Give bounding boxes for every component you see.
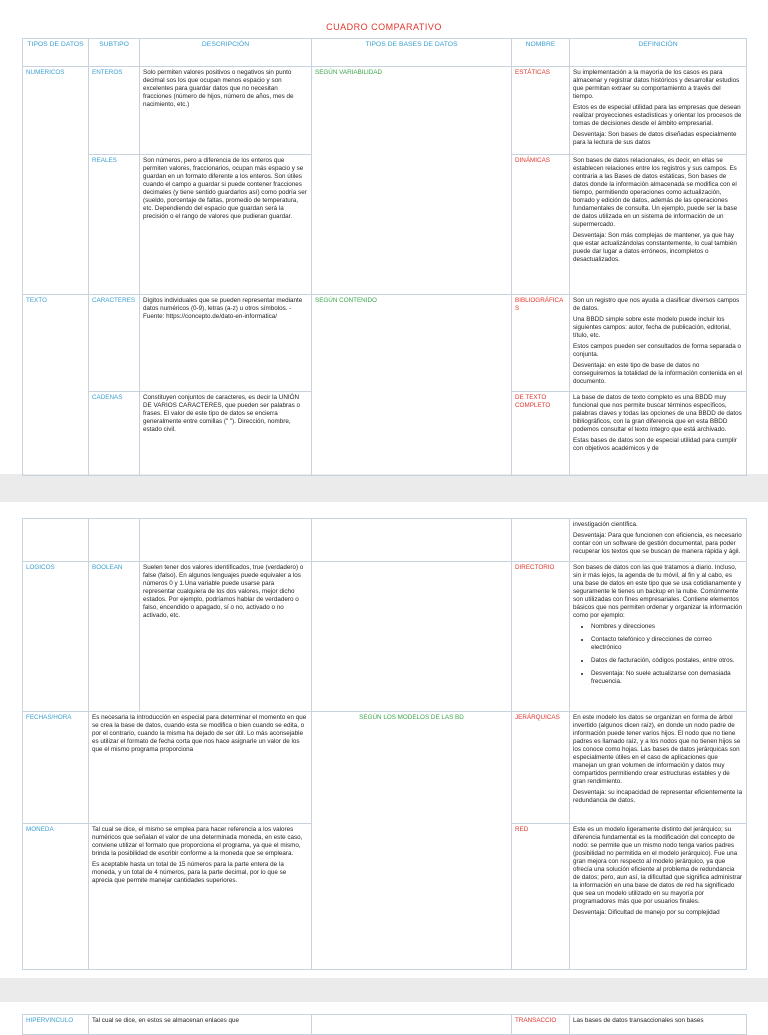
db-name-texto-completo: DE TEXTO COMPLETO [512,392,570,476]
description-moneda [89,824,312,970]
definition-estaticas [570,67,747,155]
definition-paragraph: Estos campos pueden ser consultados de forma separada o conjunta. [573,343,742,358]
document-title: CUADRO COMPARATIVO [326,22,442,32]
definition-paragraph: Son un registro que nos ayuda a clasificar diversos campos de datos. [573,297,740,312]
db-name-transaccionales: TRANSACCIO [512,1015,570,1035]
db-name-dinamicas: DINÁMICAS [512,155,570,295]
description-fechas-hora: Es necesaria la introducción en especial para determinar el momento en que se crea la base de datos, cuando esta se modifica o bien cuando se edita, o por el contrario, cuando la misma ha dejado de ser útil. Lo más aconsejable es utilizar el formato de fecha corta que nos hace asignarle un valor de los que el mismo programa proporciona [89,712,312,824]
db-class-variabilidad: SEGÚN VARIABILIDAD [312,67,512,295]
empty-cell [312,562,512,712]
header-definicion: DEFINICIÓN [570,39,747,67]
description-hipervinculo: Tal cual se dice, en estos se almacenan enlaces que [89,1015,312,1035]
db-name-red: RED [512,824,570,970]
description-enteros: Solo permiten valores positivos o negativos sin punto decimal sos los que ocupan menos espacio y son excelentes para guardar datos que no necesitan fracciones (número de hijos, número de años, mes de nacimiento, etc.) [140,67,312,155]
definition-texto-completo [570,392,747,476]
list-item: • Nombres y direcciones [591,623,743,631]
subtype-enteros: ENTEROS [89,67,140,155]
definition-transaccionales: Las bases de datos transaccionales son bases [570,1015,747,1035]
comparison-table-page-2 [22,518,747,970]
empty-cell [23,519,89,562]
definition-paragraph: Desventaja: Dificultad de manejo por su complejidad [573,909,720,916]
subtype-cadenas: CADENAS [89,392,140,476]
description-boolean: Suelen tener dos valores identificados, true (verdadero) o false (falso). En algunos lenguajes puede equivaler a los números 0 y 1.Una variable puede usarse para representar cualquiera de los dos valores, mejor dicho estados. Por ejemplo, podríamos hablar de verdadero o falso, encendido o apagado, sí o no, activado o no activado, etc. [140,562,312,712]
header-tipos-de-datos: TIPOS DE DATOS [23,39,89,67]
db-name-bibliograficas: BIBLIOGRÁFICAS [512,295,570,392]
definition-paragraph: Son bases de datos con las que tratamos a diario. Incluso, sin ir más lejos, la agenda de tu móvil, al fin y al cabo, es una base de datos en este tipo que se usa cotidianamente y seguramente le tienes un backup en la nube. Comúnmente son utilizadas con fines empresariales. Contiene elementos básicos que nos permiten ordenar y organizar la información como por ejemplo: [573,564,743,619]
category-logicos: LOGICOS [23,562,89,712]
definition-paragraph: Desventaja: Son bases de datos diseñadas especialmente para la lectura de sus datos [573,131,737,146]
header-descripcion: DESCRIPCIÓN [140,39,312,67]
directorio-list [573,623,743,686]
definition-paragraph: Desventaja: Son más complejas de mantener, ya que hay que estar actualizándolas constantemente, lo cual también puede dar lugar a datos erróneos, incompletos o desactualizados. [573,232,737,263]
empty-cell [512,519,570,562]
comparison-table-page-1 [22,38,747,476]
definition-paragraph: Una BBDD simple sobre este modelo puede incluir los siguientes campos: autor, fecha de publicación, editorial, título, etc. [573,316,731,339]
list-item: • Datos de facturación, códigos postales, entre otros. [591,657,743,665]
page-gap [0,474,768,502]
description-caracteres: Dígitos individuales que se pueden representar mediante datos numéricos (0-9), letras (a-z) u otros símbolos. - Fuente: https://concepto.de/dato-en-informatica/ [140,295,312,392]
definition-paragraph: Este es un modelo ligeramente distinto del jerárquico; su diferencia fundamental es la modificación del concepto de nodo: se permite que un mismo nodo tenga varios padres (posibilidad no permitida en el modelo jerárquico). Fue una gran mejora con respecto al modelo jerárquico, ya que ofrecía una solución eficiente al problema de redundancia de datos; pero, aun así, la dificultad que significa administrar la información en una base de datos de red ha significado que sea un modelo utilizado en su mayoría por programadores más que por usuarios finales. [573,826,743,905]
definition-paragraph: Desventaja: Para que funcionen con eficiencia, es necesario contar con un software de gestión documental, para poder recuperar los textos que se buscan de manera rápida y ágil. [573,532,742,555]
category-hipervinculo: HIPERVINCULO [23,1015,89,1035]
db-name-jerarquicas: JERÁRQUICAS [512,712,570,824]
description-cadenas: Constituyen conjuntos de caracteres, es decir la UNIÓN DE VARIOS CARACTERES, que pueden ser palabras o frases. El valor de este tipo de datos se encierra generalmente entre comillas (" "). Dirección, nombre, estado civil. [140,392,312,476]
category-fechas-hora: FECHAS/HORA [23,712,89,824]
definition-red [570,824,747,970]
definition-paragraph: Su implementación a la mayoría de los casos es para almacenar y registrar datos históricos y desarrollar estudios que permitan extraer su comportamiento a través del tiempo. [573,69,740,100]
description-paragraph: Es aceptable hasta un total de 15 números para la parte entera de la moneda, y un total de 4 números, para la parte decimal, por lo que se aprecia que permite manejar cantidades superiores. [92,861,287,884]
subtype-boolean: BOOLEAN [89,562,140,712]
definition-paragraph: Desventaja: su incapacidad de representar eficientemente la redundancia de datos. [573,789,743,804]
description-paragraph: Tal cual se dice, el mismo se emplea para hacer referencia a los valores numéricos que señalan el valor de una determinada moneda, en este caso, conviene utilizar el formato que proporciona el programa, ya que el mismo, brinda la posibilidad de escribir conforme a la moneda que se empleara. [92,826,303,857]
definition-jerarquicas [570,712,747,824]
definition-bibliograficas [570,295,747,392]
definition-paragraph: investigación científica. [573,521,638,528]
header-tipos-bd: TIPOS DE BASES DE DATOS [312,39,512,67]
definition-paragraph: Son bases de datos relacionales, es decir, en ellas se establecen relaciones entre los registros y sus campos. Es contraria a las Bases de datos estáticas, Son bases de datos donde la información almacenada se modifica con el tiempo, permitiendo operaciones como actualización, borrado y edición de datos, además de las operaciones fundamentales de consulta. Un ejemplo, puede ser la base de datos utilizada en un sistema de información de un supermercado. [573,157,738,228]
db-class-modelos: SEGÚN LOS MODELOS DE LAS BD [312,712,512,970]
comparison-table-page-3 [22,1014,747,1035]
subtype-reales: REALES [89,155,140,295]
empty-cell [89,519,140,562]
definition-continuation [570,519,747,562]
header-subtipo: SUBTIPO [89,39,140,67]
page-gap [0,978,768,1002]
db-class-contenido: SEGÚN CONTENIDO [312,295,512,476]
empty-cell [312,1015,512,1035]
definition-paragraph: Estos es de especial utilidad para las empresas que desean realizar proyecciones estadísticas y orientar los procesos de tomas de decisiones desde el ámbito empresarial. [573,104,742,127]
list-item: • Desventaja: No suele actualizarse con demasiada frecuencia. [591,670,743,686]
db-name-directorio: DIRECTORIO [512,562,570,712]
category-moneda: MONEDA [23,824,89,970]
header-nombre: NOMBRE [512,39,570,67]
definition-paragraph: Estas bases de datos son de especial utilidad para cumplir con objetivos académicos y de [573,437,737,452]
list-item: • Contacto telefónico y direcciones de correo electrónico [591,636,743,652]
db-name-estaticas: ESTÁTICAS [512,67,570,155]
definition-paragraph: En este modelo los datos se organizan en forma de árbol invertido (algunos dicen raíz), en donde un nodo padre de información puede tener varios hijos. El nodo que no tiene padres es llamado raíz, y a los nodos que no tienen hijos se los conoce como hojas. Las bases de datos jerárquicas son especialmente útiles en el caso de aplicaciones que manejan un gran volumen de información y datos muy compartidos permitiendo crear estructuras estables y de gran rendimiento. [573,714,741,785]
empty-cell [140,519,312,562]
definition-directorio [570,562,747,712]
description-reales: Son números, pero a diferencia de los enteros que permiten valores, fraccionarios, ocupan más espacio y se guardan en un formato diferente a los enteros. Son útiles cuando el campo a guardar si puede contener fracciones decimales (y tiene sentido guardarlos así) como podría ser (sueldo, porcentaje de faltas, promedio de temperatura, etc. Dependiendo del espacio que guardan será la precisión o el rango de valores que pudieran guardar. [140,155,312,295]
category-numericos: NUMERICOS [23,67,89,295]
definition-paragraph: La base de datos de texto completo es una BBDD muy funcional que nos permite buscar términos específicos, palabras claves y todas las opciones de una BBDD de datos bibliográficos, con la gran diferencia que en esta BBDD podemos consultar el texto íntegro que está archivado. [573,394,742,433]
empty-cell [312,519,512,562]
subtype-caracteres: CARACTERES [89,295,140,392]
category-texto: TEXTO [23,295,89,476]
definition-dinamicas [570,155,747,295]
definition-paragraph: Desventaja: en este tipo de base de datos no conseguiremos la totalidad de la información contenida en el documento. [573,362,743,385]
